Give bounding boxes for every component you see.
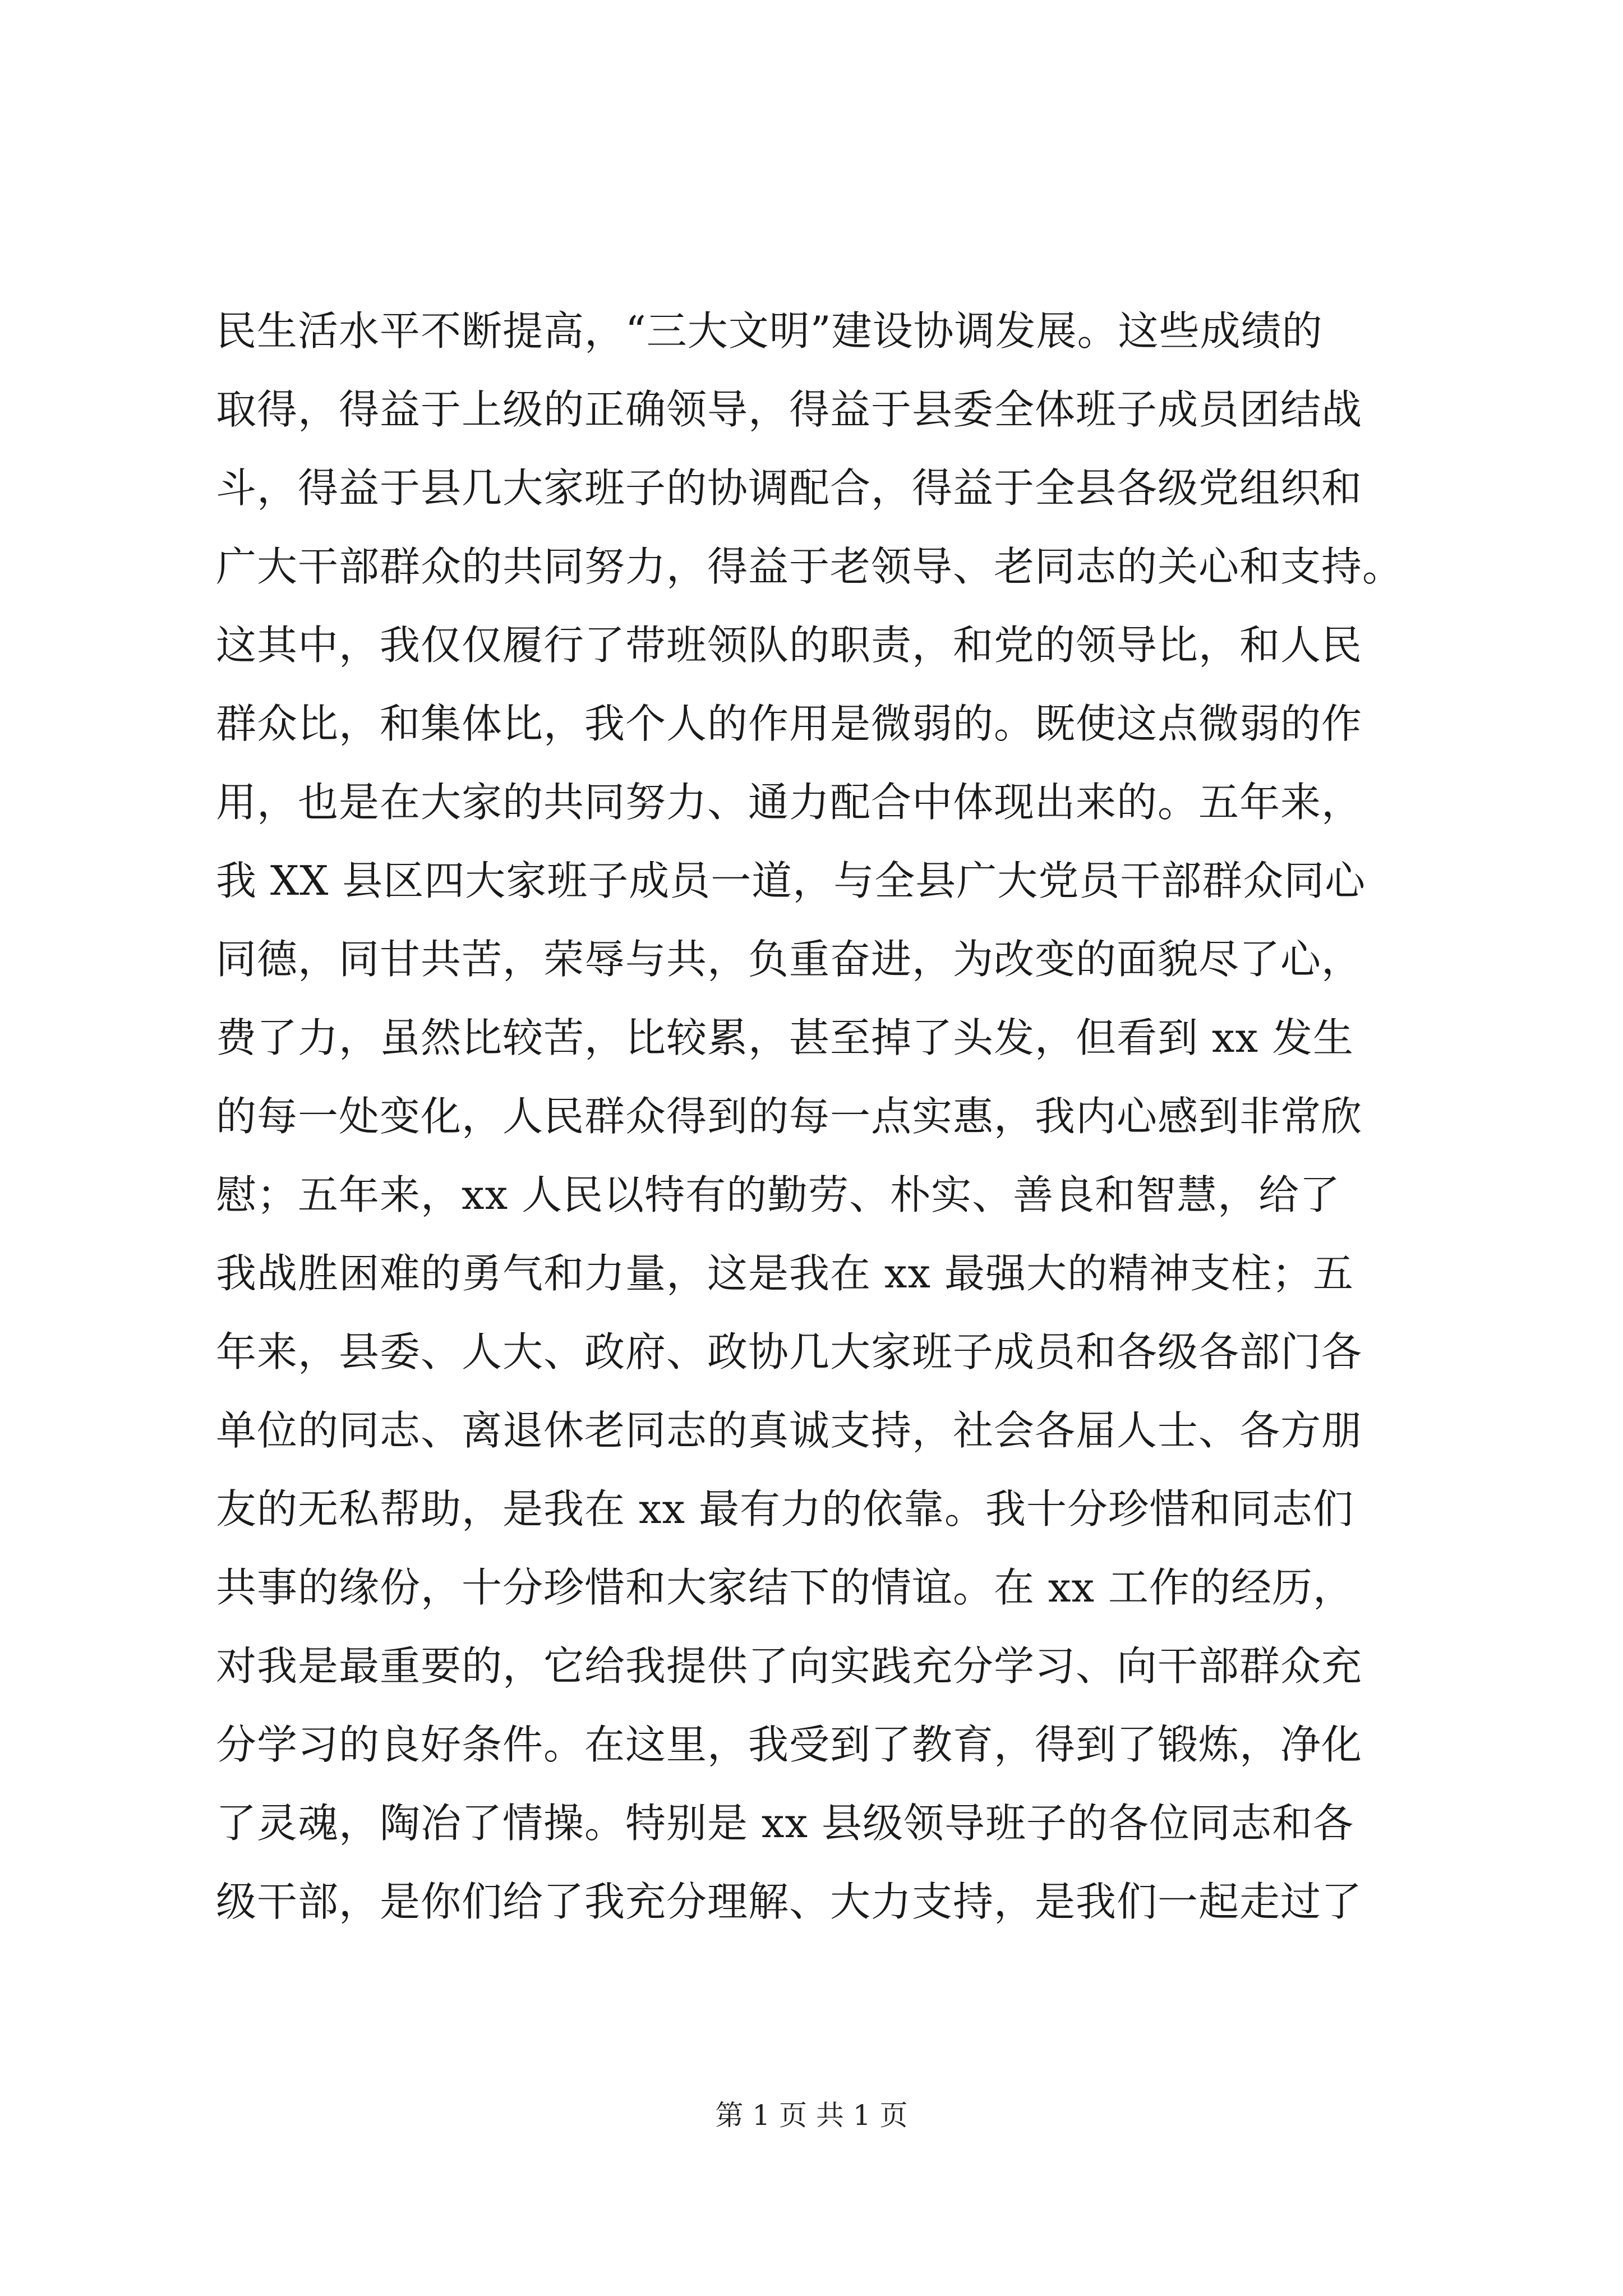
text-line: 我 XX 县区四大家班子成员一道，与全县广大党员干部群众同心 <box>216 857 1366 904</box>
text-line: 同德，同甘共苦，荣辱与共，负重奋进，为改变的面貌尽了心， <box>216 936 1363 983</box>
text-line: 共事的缘份，十分珍惜和大家结下的情谊。在 xx 工作的经历， <box>216 1564 1354 1611</box>
page-number-label: 第 1 页 共 1 页 <box>715 2099 908 2132</box>
body-text <box>216 292 1416 1941</box>
text-line: 广大干部群众的共同努力，得益于老领导、老同志的关心和支持。 <box>216 543 1404 590</box>
page-footer <box>0 2096 1623 2135</box>
text-line: 的每一处变化，人民群众得到的每一点实惠，我内心感到非常欣 <box>216 1093 1363 1140</box>
text-line: 年来，县委、人大、政府、政协几大家班子成员和各级各部门各 <box>216 1328 1363 1375</box>
text-line: 这其中，我仅仅履行了带班领队的职责，和党的领导比，和人民 <box>216 622 1363 669</box>
text-line: 费了力，虽然比较苦，比较累，甚至掉了头发，但看到 xx 发生 <box>216 1014 1354 1061</box>
text-line: 民生活水平不断提高，“三大文明”建设协调发展。这些成绩的 <box>216 307 1323 355</box>
text-line: 友的无私帮助，是我在 xx 最有力的依靠。我十分珍惜和同志们 <box>216 1485 1354 1533</box>
text-line: 我战胜困难的勇气和力量，这是我在 xx 最强大的精神支柱；五 <box>216 1250 1354 1297</box>
text-line: 了灵魂，陶冶了情操。特别是 xx 县级领导班子的各位同志和各 <box>216 1800 1354 1847</box>
text-line: 级干部，是你们给了我充分理解、大力支持，是我们一起走过了 <box>216 1878 1363 1925</box>
text-line: 分学习的良好条件。在这里，我受到了教育，得到了锻炼，净化 <box>216 1721 1363 1768</box>
text-line: 单位的同志、离退休老同志的真诚支持，社会各届人士、各方朋 <box>216 1407 1363 1454</box>
text-line: 慰；五年来，xx 人民以特有的勤劳、朴实、善良和智慧，给了 <box>216 1171 1341 1218</box>
text-line: 用，也是在大家的共同努力、通力配合中体现出来的。五年来， <box>216 779 1363 826</box>
text-line: 对我是最重要的，它给我提供了向实践充分学习、向干部群众充 <box>216 1642 1363 1690</box>
text-line: 斗，得益于县几大家班子的协调配合，得益于全县各级党组织和 <box>216 464 1363 512</box>
text-line: 群众比，和集体比，我个人的作用是微弱的。既使这点微弱的作 <box>216 700 1363 747</box>
text-line: 取得，得益于上级的正确领导，得益于县委全体班子成员团结战 <box>216 386 1363 433</box>
